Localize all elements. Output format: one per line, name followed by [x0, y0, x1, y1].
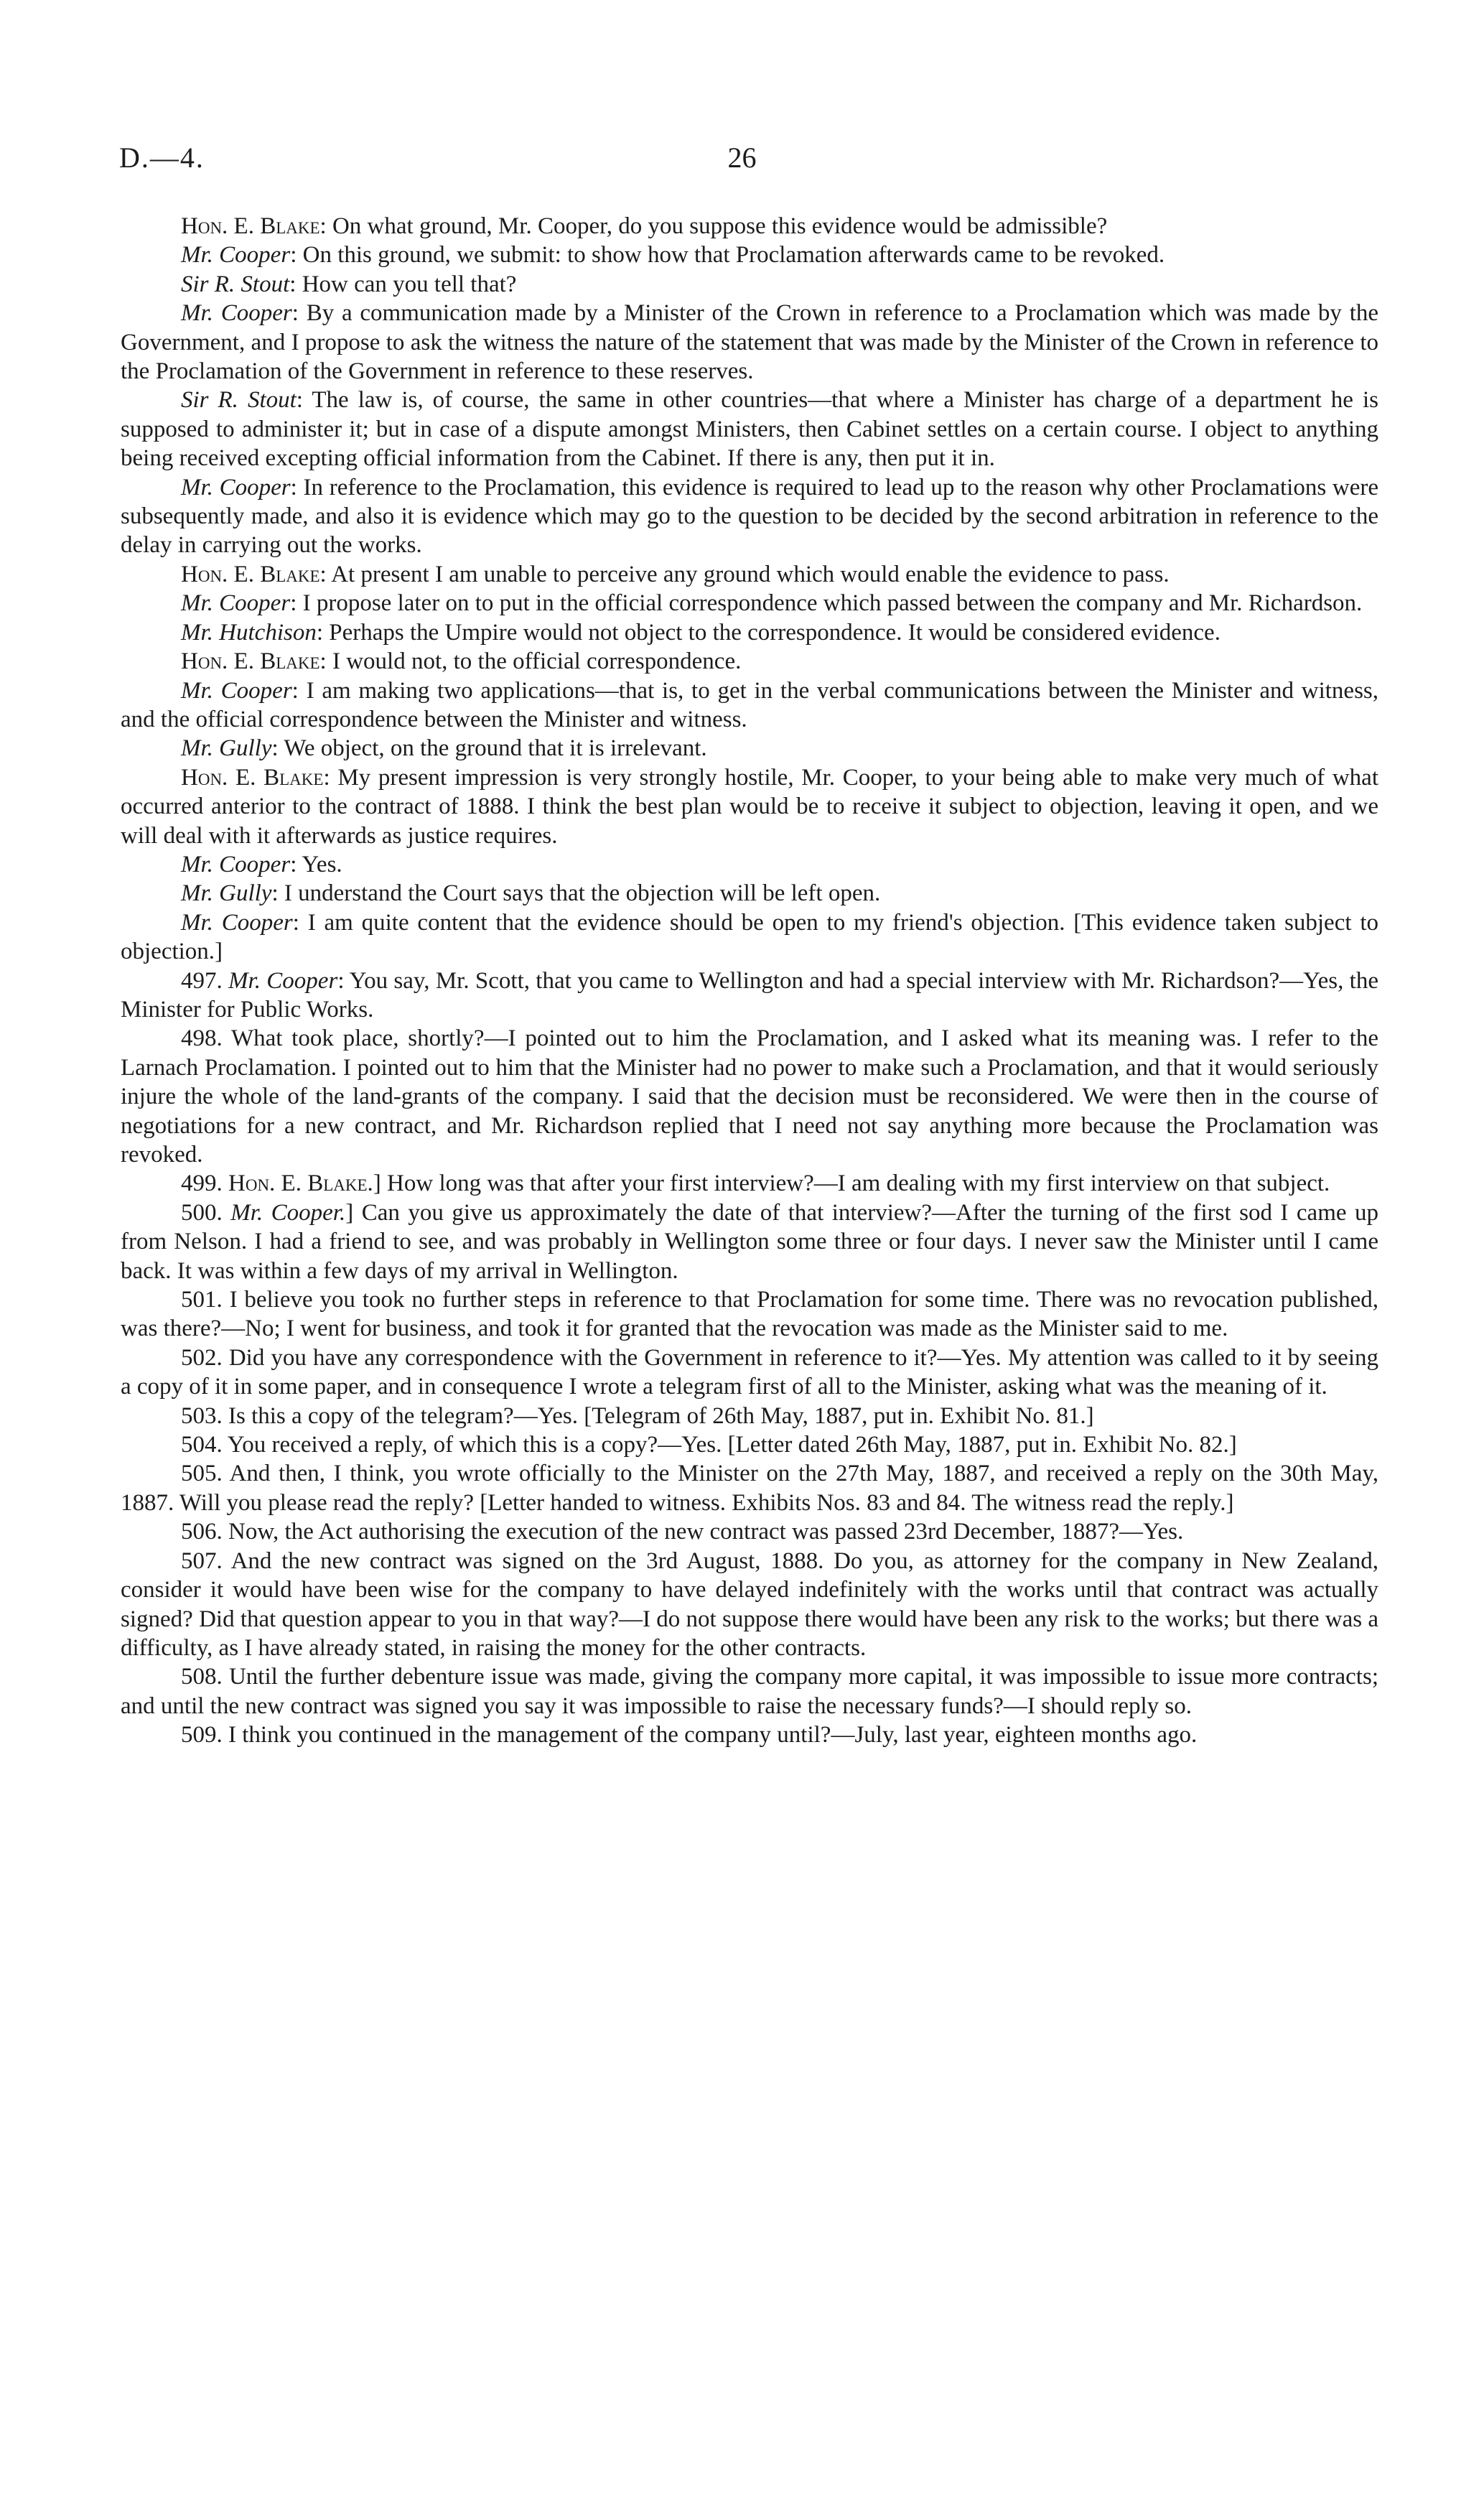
- paragraph-text: How long was that after your first interview?—I am dealing with my first interview on that subject.: [387, 1170, 1330, 1197]
- question-number: 497.: [181, 967, 229, 994]
- question-number: 501.: [181, 1287, 230, 1313]
- paragraph-text: Perhaps the Umpire would not object to the correspondence. It would be considered evidence.: [329, 619, 1221, 646]
- speaker-separator: :: [289, 271, 302, 297]
- body-text: [121, 212, 1378, 1750]
- paragraph-text: Did you have any correspondence with the Government in reference to it?—Yes. My attention was called to it by seeing a copy of it in some paper, and in consequence I wrote a telegram first of all to the Minister, asking what was the meaning of it.: [121, 1344, 1379, 1400]
- speaker-name: Sir R. Stout: [181, 387, 297, 414]
- speaker-name: Mr. Gully: [181, 880, 272, 907]
- speaker-name: Mr. Cooper.: [230, 1199, 346, 1226]
- paragraph: [121, 270, 1378, 299]
- paragraph-text: The law is, of course, the same in other countries—that where a Minister has charge of a department he is supposed to administer it; but in case of a dispute amongst Ministers, then Cabinet settles on a certain course. I object to anything being received excepting official information from the Cabinet. If there is any, then put it in.: [121, 387, 1378, 472]
- paragraph-text: We object, on the ground that it is irrelevant.: [284, 735, 707, 762]
- speaker-name: Mr. Cooper: [228, 967, 338, 994]
- paragraph-text: Yes.: [302, 851, 342, 877]
- question-number: 509.: [181, 1722, 228, 1749]
- paragraph-text: I believe you took no further steps in reference to that Proclamation for some time. There was no revocation published, was there?—No; I went for business, and took it for granted that the revocation was made as the Minister said to me.: [121, 1287, 1379, 1342]
- speaker-name: Sir R. Stout: [181, 271, 290, 297]
- paragraph-text: I understand the Court says that the objection will be left open.: [284, 880, 881, 907]
- speaker-separator: :: [290, 474, 304, 500]
- speaker-separator: :: [319, 561, 332, 587]
- paragraph: [121, 1344, 1378, 1402]
- paragraph: [121, 1024, 1378, 1169]
- paragraph-text: Now, the Act authorising the execution of the new contract was passed 23rd December, 1887?—Yes.: [228, 1519, 1184, 1545]
- speaker-name: Mr. Cooper: [181, 590, 291, 617]
- paragraph: [121, 734, 1378, 763]
- speaker-name: Hon. E. Blake: [181, 561, 320, 587]
- speaker-separator: :: [316, 619, 330, 646]
- question-number: 507.: [181, 1547, 231, 1574]
- paragraph-text: I am making two applications—that is, to get in the verbal communications between the Minister and witness, and the official correspondence between the Minister and witness.: [121, 677, 1378, 732]
- speaker-separator: :: [337, 967, 350, 994]
- paragraph: [121, 1285, 1378, 1344]
- paragraph: [121, 386, 1378, 472]
- paragraph: [121, 1517, 1378, 1546]
- paragraph: [121, 589, 1378, 618]
- speaker-separator: :: [296, 387, 312, 414]
- paragraph: [121, 618, 1378, 647]
- speaker-name: Mr. Cooper: [181, 851, 291, 877]
- paragraph: [121, 850, 1378, 879]
- paragraph-text: Can you give us approximately the date of that interview?—After the turning of the first sod I came up from Nelson. I had a friend to see, and was probably in Wellington some three or four days. I never saw the Minister until I came back. It was within a few days of my arrival in Wellington.: [121, 1199, 1378, 1284]
- speaker-separator: :: [319, 648, 332, 675]
- paragraph-text: On this ground, we submit: to show how that Proclamation afterwards came to be revoked.: [302, 242, 1165, 269]
- paragraph-text: In reference to the Proclamation, this evidence is required to lead up to the reason why other Proclamations were subsequently made, and also it is evidence which may go to the question to be decided by the second arbitration in reference to the delay in carrying out the works.: [121, 474, 1378, 559]
- speaker-separator: :: [291, 677, 307, 704]
- paragraph: [121, 763, 1378, 850]
- paragraph-text: And the new contract was signed on the 3rd August, 1888. Do you, as attorney for the company in New Zealand, consider it would have been wise for the company to have delayed indefinitely with the works until that contract was actually signed? Did that question appear to you in that way?—I do not suppose there would have been any risk to the works; but there was a difficulty, as I have already stated, in raising the money for the other contracts.: [121, 1547, 1378, 1661]
- speaker-separator: :: [290, 590, 303, 617]
- paragraph-text: Is this a copy of the telegram?—Yes. [Telegram of 26th May, 1887, put in. Exhibit No. 81.]: [228, 1402, 1094, 1429]
- speaker-name: Mr. Gully: [181, 735, 272, 762]
- paragraph: [121, 560, 1378, 589]
- speaker-separator: ]: [345, 1199, 362, 1226]
- paragraph: [121, 879, 1378, 908]
- question-number: 500.: [181, 1199, 231, 1226]
- paragraph: [121, 908, 1378, 967]
- paragraph: [121, 1547, 1378, 1663]
- question-number: 506.: [181, 1519, 228, 1545]
- paragraph: [121, 1198, 1378, 1285]
- speaker-name: Hon. E. Blake: [181, 213, 320, 239]
- page-number: 26: [727, 141, 757, 174]
- paragraph: [121, 967, 1378, 1025]
- question-number: 502.: [181, 1344, 229, 1371]
- paragraph: [121, 676, 1378, 735]
- paragraph: [121, 1402, 1378, 1430]
- paragraph: [121, 647, 1378, 676]
- paragraph: [121, 1169, 1378, 1198]
- speaker-separator: :: [290, 851, 302, 877]
- paragraph: [121, 212, 1378, 241]
- paragraph-text: Until the further debenture issue was made, giving the company more capital, it was impossible to issue more contracts; and until the new contract was signed you say it was impossible to raise the necessary funds?—I should reply so.: [121, 1664, 1378, 1719]
- paragraph-text: My present impression is very strongly hostile, Mr. Cooper, to your being able to make very much of what occurred anterior to the contract of 1888. I think the best plan would be to receive it subject to objection, leaving it open, and we will deal with it afterwards as justice requires.: [121, 764, 1378, 849]
- speaker-name: Mr. Cooper: [181, 909, 293, 936]
- speaker-name: Mr. Cooper: [181, 677, 292, 704]
- speaker-name: Mr. Hutchison: [181, 619, 317, 646]
- paragraph: [121, 1662, 1378, 1721]
- paragraph-text: On what ground, Mr. Cooper, do you suppose this evidence would be admissible?: [332, 213, 1108, 239]
- speaker-name: Hon. E. Blake: [181, 764, 324, 791]
- paragraph-text: By a communication made by a Minister of the Crown in reference to a Proclamation which was made by the Government, and I propose to ask the witness the nature of the statement that was made by the Minister of the Crown in reference to the Proclamation of the Government in reference to these reserves.: [121, 300, 1379, 385]
- paragraph-text: I think you continued in the management of the company until?—July, last year, eighteen months ago.: [228, 1722, 1198, 1749]
- speaker-separator: :: [290, 242, 303, 269]
- question-number: 499.: [181, 1170, 228, 1197]
- speaker-separator: :: [319, 213, 332, 239]
- paragraph-text: How can you tell that?: [302, 271, 517, 297]
- paragraph: [121, 241, 1378, 269]
- question-number: 505.: [181, 1461, 230, 1487]
- paragraph: [121, 1430, 1378, 1459]
- speaker-name: Mr. Cooper: [181, 300, 292, 327]
- question-number: 508.: [181, 1664, 229, 1690]
- speaker-name: Hon. E. Blake.: [228, 1170, 373, 1197]
- paragraph-text: I would not, to the official correspondence.: [332, 648, 742, 675]
- question-number: 498.: [181, 1025, 231, 1052]
- document-reference: D.—4.: [119, 141, 205, 174]
- speaker-name: Mr. Cooper: [181, 242, 291, 269]
- paragraph-text: At present I am unable to perceive any ground which would enable the evidence to pass.: [331, 561, 1170, 587]
- speaker-separator: :: [291, 300, 307, 327]
- paragraph-text: You received a reply, of which this is a copy?—Yes. [Letter dated 26th May, 1887, put in. Exhibit No. 82.]: [227, 1432, 1237, 1458]
- paragraph: [121, 473, 1378, 560]
- speaker-separator: :: [271, 880, 284, 907]
- paragraph-text: And then, I think, you wrote officially to the Minister on the 27th May, 1887, and received a reply on the 30th May, 1887. Will you please read the reply? [Letter handed to witness. Exhibits Nos. 83 and 84. The witness read the reply.]: [121, 1461, 1378, 1516]
- speaker-separator: :: [271, 735, 284, 762]
- paragraph: [121, 1721, 1378, 1749]
- paragraph: [121, 299, 1378, 386]
- speaker-name: Hon. E. Blake: [181, 648, 320, 675]
- paragraph: [121, 1459, 1378, 1517]
- speaker-separator: :: [292, 909, 308, 936]
- question-number: 504.: [181, 1432, 228, 1458]
- paragraph-text: I am quite content that the evidence should be open to my friend's objection. [This evidence taken subject to objection.]: [121, 909, 1378, 965]
- speaker-separator: :: [323, 764, 338, 791]
- paragraph-text: You say, Mr. Scott, that you came to Wellington and had a special interview with Mr. Richardson?—Yes, the Minister for Public Works.: [121, 967, 1378, 1023]
- speaker-separator: ]: [373, 1170, 388, 1197]
- page-header: [119, 141, 1365, 184]
- paragraph-text: What took place, shortly?—I pointed out to him the Proclamation, and I asked what its meaning was. I refer to the Larnach Proclamation. I pointed out to him that the Minister had no power to make such a Proclamation, and that it would seriously injure the whole of the land-grants of the company. I said that the decision must be reconsidered. We were then in the course of negotiations for a new contract, and Mr. Richardson replied that I need not say anything more because the Proclamation was revoked.: [121, 1025, 1378, 1168]
- question-number: 503.: [181, 1402, 228, 1429]
- speaker-name: Mr. Cooper: [181, 474, 291, 500]
- paragraph-text: I propose later on to put in the official correspondence which passed between the company and Mr. Richardson.: [302, 590, 1363, 617]
